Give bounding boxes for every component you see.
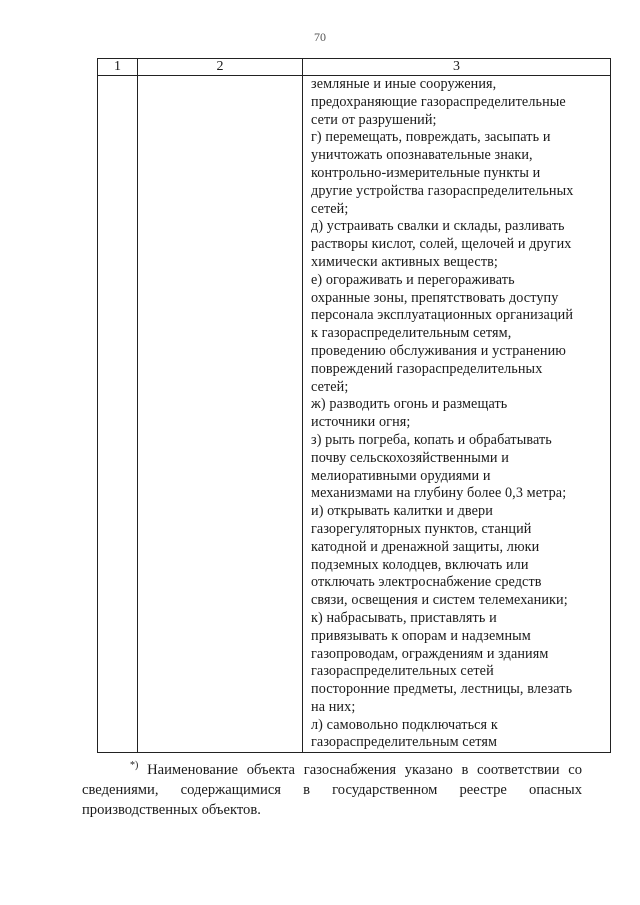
text-line: и) открывать калитки и двери (311, 503, 493, 520)
text-line: ж) разводить огонь и размещать (311, 396, 508, 413)
document-table (97, 58, 611, 753)
column-header-1: 1 (98, 59, 138, 76)
text-line: механизмами на глубину более 0,3 метра; (311, 485, 567, 502)
text-line: привязывать к опорам и надземным (311, 627, 531, 644)
footnote-text-1: Наименование объекта газоснабжения указано в соответствии со (147, 762, 582, 778)
text-line: подземных колодцев, включать или (311, 556, 529, 573)
text-line: посторонние предметы, лестницы, влезать (311, 681, 573, 698)
text-line: д) устраивать свалки и склады, разливать (311, 218, 565, 235)
column-header-3: 3 (303, 59, 611, 76)
text-line: растворы кислот, солей, щелочей и других (311, 236, 572, 253)
footnote-line-3: производственных объектов. (82, 802, 261, 818)
footnote-marker: *) (130, 760, 139, 772)
text-line: е) огораживать и перегораживать (311, 271, 515, 288)
text-line: на них; (311, 698, 356, 715)
text-line: проведению обслуживания и устранению (311, 342, 566, 359)
table-header-row (98, 59, 611, 76)
text-line: отключать электроснабжение средств (311, 574, 542, 591)
text-line: земляные и иные сооружения, (311, 76, 497, 92)
text-line: к газораспределительным сетям, (311, 325, 512, 342)
text-line: охранные зоны, препятствовать доступу (311, 289, 559, 306)
text-line: химически активных веществ; (311, 253, 498, 270)
footnote-line-1 (82, 760, 582, 780)
text-line: другие устройства газораспределительных (311, 182, 574, 199)
text-line: связи, освещения и систем телемеханики; (311, 592, 568, 609)
text-line: сети от разрушений; (311, 111, 437, 128)
footnote (82, 760, 582, 820)
text-line: источники огня; (311, 414, 411, 431)
table-cell-col3 (303, 76, 611, 753)
text-line: газопроводам, ограждениям и зданиям (311, 645, 549, 662)
text-line: повреждений газораспределительных (311, 360, 543, 377)
text-line: почву сельскохозяйственными и (311, 449, 509, 466)
text-line: г) перемещать, повреждать, засыпать и (311, 129, 551, 146)
text-line: з) рыть погреба, копать и обрабатывать (311, 431, 552, 448)
text-line: предохраняющие газораспределительные (311, 93, 566, 110)
text-line: газораспределительным сетям (311, 734, 498, 751)
table-cell-col1 (98, 76, 138, 753)
table-cell-col2 (138, 76, 303, 753)
text-line: сетей; (311, 200, 349, 217)
table-row (98, 76, 611, 753)
footnote-line-2: сведениями, содержащимися в государственном реестре опасных (82, 782, 582, 798)
text-line: сетей; (311, 378, 349, 395)
page-number: 70 (314, 30, 326, 44)
text-line: контрольно-измерительные пункты и (311, 164, 541, 181)
text-line: к) набрасывать, приставлять и (311, 609, 497, 626)
text-line: мелиоративными орудиями и (311, 467, 491, 484)
text-line: л) самовольно подключаться к (311, 716, 498, 733)
text-line: персонала эксплуатационных организаций (311, 307, 574, 324)
text-line: газораспределительных сетей (311, 663, 494, 680)
column-header-2: 2 (138, 59, 303, 76)
text-line: газорегуляторных пунктов, станций (311, 520, 532, 537)
text-line: уничтожать опознавательные знаки, (311, 147, 533, 164)
text-line: катодной и дренажной защиты, люки (311, 538, 540, 555)
